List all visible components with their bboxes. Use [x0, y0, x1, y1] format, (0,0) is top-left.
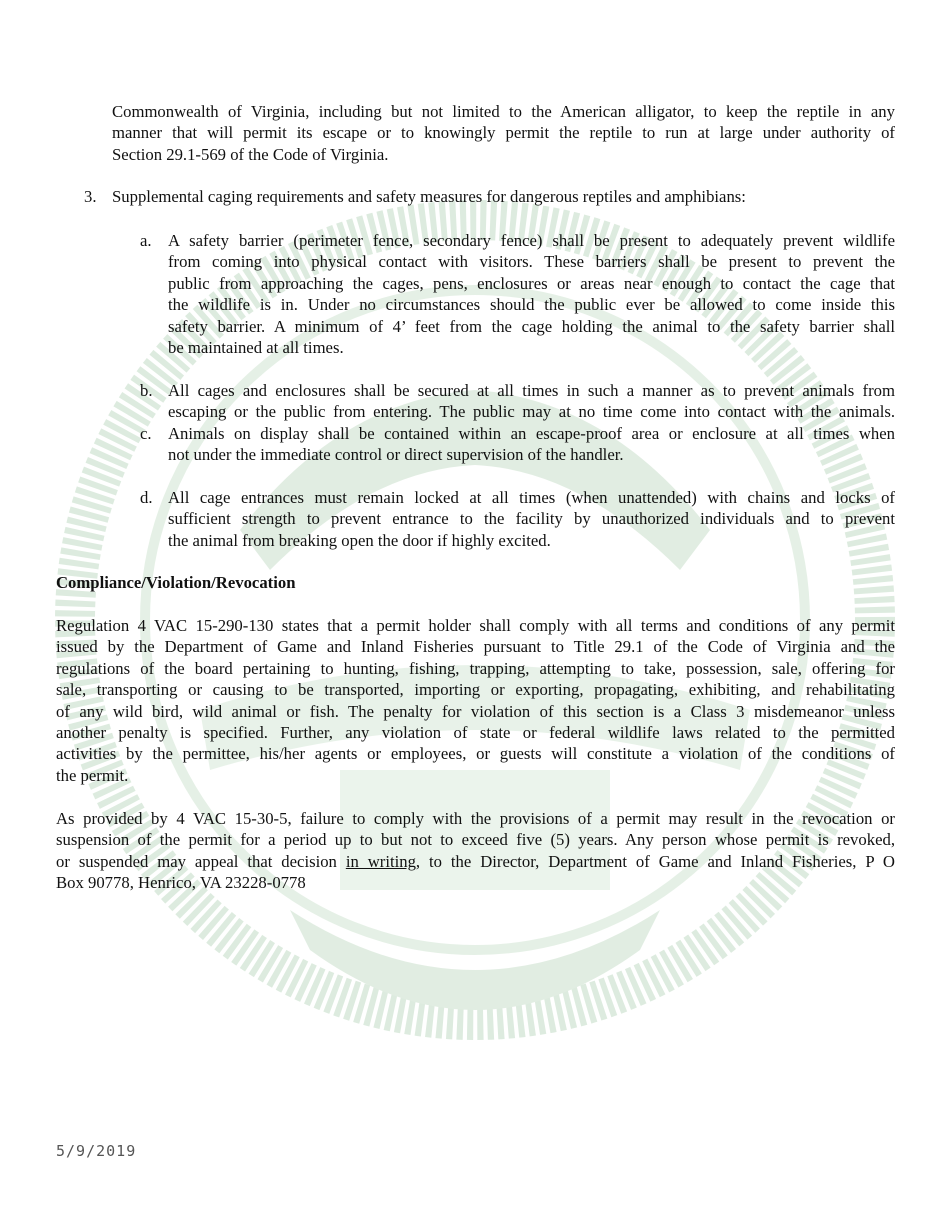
text-line: the animal from breaking open the door if highly excited. — [168, 530, 551, 550]
text-line: As provided by 4 VAC 15-30-5, failure to comply with the provisions of a permit may result in the revocation or — [56, 809, 895, 828]
subitem-c — [168, 423, 895, 466]
text-line: Commonwealth of Virginia, including but not limited to the American alligator, to keep the reptile in any — [112, 102, 895, 121]
text-line: of any wild bird, wild animal or fish. The penalty for violation of this section is a Class 3 misdemeanor unless — [56, 701, 895, 721]
text-line: suspension of the permit for a period up to but not to exceed five (5) years. Any person whose permit is revoked, — [56, 830, 895, 850]
text-line: Section 29.1-569 of the Code of Virginia. — [112, 144, 389, 164]
text-line: public from approaching the cages, pens, enclosures or areas near enough to contact the cage that — [168, 273, 895, 293]
text-line: from coming into physical contact with visitors. These barriers shall be present to prevent the — [168, 252, 895, 272]
text-segment: or suspended may appeal that decision — [56, 851, 346, 871]
underlined-phrase: in writing — [345, 851, 416, 871]
text-line: the permit. — [56, 765, 129, 785]
subitem-marker: a. — [140, 231, 152, 250]
revocation-paragraph — [56, 808, 895, 894]
text-line: regulations of the board pertaining to hunting, fishing, trapping, attempting to take, possession, sale, offering for — [56, 658, 895, 678]
text-line: activities by the permittee, his/her agents or employees, or guests will constitute a violation of the conditions of — [56, 744, 895, 764]
text-line: sufficient strength to prevent entrance to the facility by unauthorized individuals and to prevent — [168, 509, 895, 529]
subitem-b — [168, 380, 895, 423]
list-item-3 — [112, 186, 895, 207]
text-line: All cage entrances must remain locked at all times (when unattended) with chains and locks of — [168, 488, 895, 507]
subitem-marker: b. — [140, 381, 153, 400]
text-line — [56, 851, 895, 872]
text-line: Animals on display shall be contained within an escape-proof area or enclosure at all times when — [168, 424, 895, 443]
section-heading: Compliance/Violation/Revocation — [56, 573, 296, 592]
text-line: Regulation 4 VAC 15-290-130 states that a permit holder shall comply with all terms and conditions of any permit — [56, 616, 895, 635]
text-line: be maintained at all times. — [168, 338, 344, 358]
text-segment: , to the Director, Department of Game and Inland Fisheries, P O — [415, 851, 895, 871]
subitem-marker: c. — [140, 424, 152, 443]
text-line: another penalty is specified. Further, any violation of state or federal wildlife laws related to the permitted — [56, 723, 895, 743]
text-line: Box 90778, Henrico, VA 23228-0778 — [56, 873, 306, 893]
text-line: A safety barrier (perimeter fence, secondary fence) shall be present to adequately prevent wildlife — [168, 231, 895, 250]
footer-date: 5/9/2019 — [56, 1142, 137, 1160]
text-line: the wildlife is in. Under no circumstances should the public ever be allowed to come inside this — [168, 295, 895, 315]
compliance-paragraph — [56, 615, 895, 786]
text-line: Supplemental caging requirements and safety measures for dangerous reptiles and amphibians: — [112, 187, 746, 206]
subitem-d — [168, 487, 895, 551]
subitem-a — [168, 230, 895, 358]
text-line: escaping or the public from entering. The public may at no time come into contact with the animals. — [168, 402, 895, 422]
intro-paragraph — [112, 101, 895, 165]
text-line: issued by the Department of Game and Inland Fisheries pursuant to Title 29.1 of the Code of Virginia and the — [56, 637, 895, 657]
text-line: manner that will permit its escape or to knowingly permit the reptile to run at large under authority of — [112, 123, 895, 143]
text-line: All cages and enclosures shall be secured at all times in such a manner as to prevent animals from — [168, 381, 895, 400]
text-line: sale, transporting or causing to be transported, importing or exporting, propagating, exhibiting, and rehabilitating — [56, 680, 895, 700]
subitem-marker: d. — [140, 488, 153, 507]
list-number: 3. — [84, 187, 97, 206]
text-line: not under the immediate control or direct supervision of the handler. — [168, 445, 624, 465]
text-line: safety barrier. A minimum of 4’ feet from the cage holding the animal to the safety barrier shall — [168, 316, 895, 336]
